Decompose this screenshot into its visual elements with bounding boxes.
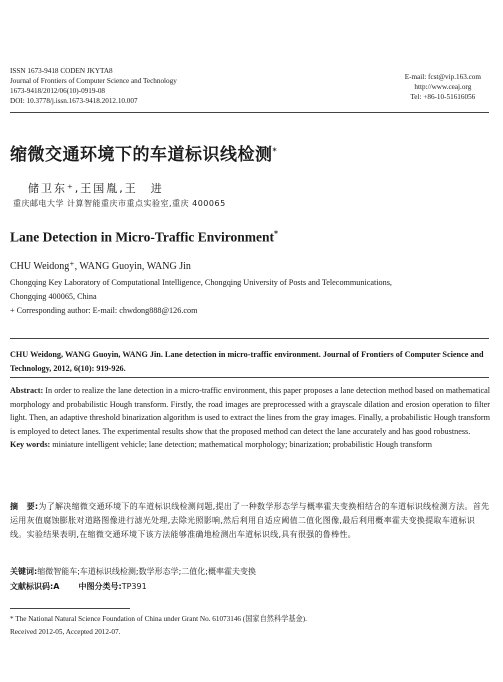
cn-abstract-label: 摘 要:	[10, 502, 39, 511]
fund-mark: *	[272, 145, 278, 156]
fund-mark-en: *	[273, 229, 278, 238]
clc-code: TP391	[121, 582, 147, 591]
fund-note: * The National Natural Science Foundation of China under Grant No. 61073146 (国家自然科学基金).	[10, 615, 307, 623]
chinese-keywords	[10, 566, 256, 577]
keywords-text: miniature intelligent vehicle; lane detection; mathematical morphology; binarization; probabilistic Hough transform	[50, 440, 432, 450]
chinese-title: 缩微交通环境下的车道标识线检测*	[10, 145, 278, 165]
english-authors: CHU Weidong⁺, WANG Guoyin, WANG Jin	[10, 261, 191, 272]
cn-abstract-text: 为了解决缩微交通环境下的车道标识线检测问题,提出了一种数学形态学与概率霍夫变换相结合的车道标识线检测方法。首先运用灰值腐蚀膨胀对道路图像进行滤光处理,去除光照影响,然后利用自适应阈值二值化图像,最后利用概率霍夫变换提取车道标识线。实验结果表明,在缩微交通环境下该方法能够准确地检测出车道标识线,具有很强的鲁棒性。	[10, 502, 490, 539]
citation-divider-bottom	[10, 377, 489, 378]
aff-line-2: Chongqing 400065, China	[10, 292, 97, 301]
chinese-authors: 储卫东⁺,王国胤,王 进	[28, 182, 164, 195]
chinese-abstract	[10, 500, 490, 542]
journal-header	[10, 66, 177, 106]
english-affiliation	[10, 276, 490, 318]
footnote	[10, 613, 307, 639]
cn-keywords-text: 缩微智能车;车道标识线检测;数学形态学;二值化;概率霍夫变换	[37, 567, 256, 576]
footnote-divider	[10, 608, 130, 609]
contact-tel: Tel: +86-10-51616056	[410, 93, 476, 101]
doc-code-label: 文献标识码:	[10, 582, 54, 591]
english-abstract	[10, 384, 490, 452]
received-note: Received 2012-05, Accepted 2012-07.	[10, 628, 121, 636]
aff-line-1: Chongqing Key Laboratory of Computational Intelligence, Chongqing University of Posts and Telecommunications,	[10, 278, 392, 287]
contact-web: http://www.ceaj.org	[414, 83, 472, 91]
journal-name: Journal of Frontiers of Computer Science and Technology	[10, 77, 177, 85]
cn-keywords-label: 关键词:	[10, 567, 38, 576]
clc-label: 中图分类号:	[78, 582, 122, 591]
citation-divider-top	[10, 338, 489, 339]
keywords-label: Key words:	[10, 440, 51, 450]
abstract-text: In order to realize the lane detection in a micro-traffic environment, this paper proposes a lane detection method based on mathematical morphology and probabilistic Hough transform. Firstly, the road images are preprocessed with a grayscale dilation and erosion operation to filter light. Then, an adaptive threshold binarization algorithm is used to extract the lines from the gray images. Finally, a probabilistic Hough transform is employed to detect lanes. The experimental results show that the proposed method can detect the lane accurately and has good robustness.	[10, 386, 490, 436]
doi-line: DOI: 10.3778/j.issn.1673-9418.2012.10.007	[10, 97, 138, 105]
doc-code: A	[53, 582, 60, 591]
contact-email: E-mail: fcst@vip.163.com	[404, 73, 481, 81]
issue-line: 1673-9418/2012/06(10)-0919-08	[10, 87, 106, 95]
journal-contact	[405, 72, 481, 102]
header-divider	[10, 112, 489, 113]
abstract-label: Abstract:	[10, 386, 44, 395]
citation-block: CHU Weidong, WANG Guoyin, WANG Jin. Lane detection in micro-traffic environment. Journal of Frontiers of Computer Science and Technology, 2012, 6(10): 919-926.	[10, 350, 484, 373]
chinese-affiliation: 重庆邮电大学 计算智能重庆市重点实验室,重庆 400065	[13, 199, 226, 208]
corresponding-author: + Corresponding author: E-mail: chwdong888@126.com	[10, 306, 198, 315]
english-title: Lane Detection in Micro-Traffic Environment*	[10, 229, 278, 245]
issn-line: ISSN 1673-9418 CODEN JKYTA8	[10, 67, 113, 75]
document-codes	[10, 581, 147, 592]
